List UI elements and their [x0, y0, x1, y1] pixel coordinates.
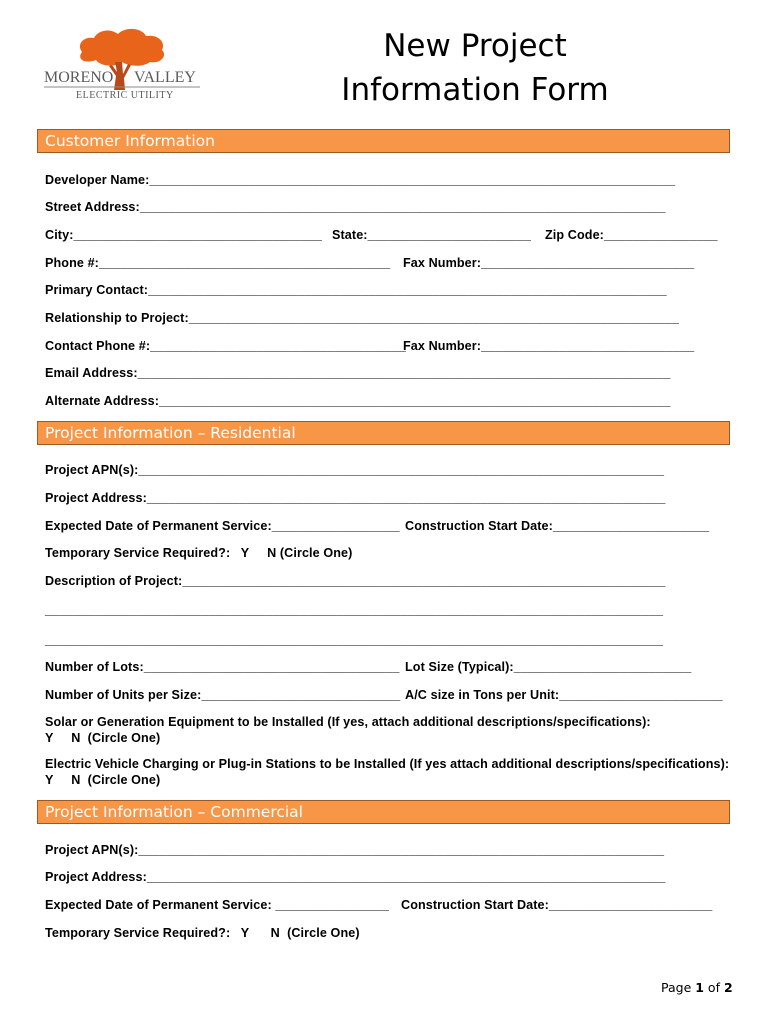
logo-text-right: VALLEY — [134, 69, 196, 86]
section-residential: Project Information – Residential — [37, 421, 730, 445]
number-of-lots-field[interactable]: Number of Lots:____________________________________ — [45, 660, 400, 674]
contact-phone-field[interactable]: Contact Phone #:____________________________________ — [45, 339, 406, 353]
city-field[interactable]: City:___________________________________ — [45, 228, 323, 242]
description-line-2[interactable]: _______________________________________________________________________________________ — [45, 603, 664, 617]
commercial-temp-service[interactable]: Temporary Service Required?: Y N (Circle One) — [45, 926, 360, 940]
fax-number-field[interactable]: Fax Number:______________________________ — [403, 256, 695, 270]
page-of: of — [703, 980, 724, 995]
page-total: 2 — [723, 980, 733, 995]
alternate-address-field[interactable]: Alternate Address:________________________________________________________________________ — [45, 394, 671, 408]
solar-circle-one[interactable]: Y N (Circle One) — [45, 731, 161, 745]
logo-subtitle: ELECTRIC UTILITY — [76, 90, 174, 101]
page-prefix: Page — [661, 980, 696, 995]
primary-contact-field[interactable]: Primary Contact:_________________________________________________________________________ — [45, 283, 667, 297]
residential-address-field[interactable]: Project Address:_________________________________________________________________________ — [45, 491, 666, 505]
residential-construction-start-field[interactable]: Construction Start Date:______________________ — [405, 519, 710, 533]
section-customer-information: Customer Information — [37, 129, 730, 153]
commercial-construction-start-field[interactable]: Construction Start Date:_______________________ — [401, 898, 713, 912]
description-field[interactable]: Description of Project:____________________________________________________________________ — [45, 574, 666, 588]
section-commercial: Project Information – Commercial — [37, 800, 730, 824]
state-field[interactable]: State:_______________________ — [332, 228, 531, 242]
tree-icon — [10, 14, 225, 122]
moreno-valley-logo — [10, 14, 225, 122]
ac-size-field[interactable]: A/C size in Tons per Unit:_______________________ — [405, 688, 723, 702]
units-per-size-field[interactable]: Number of Units per Size:____________________________ — [45, 688, 401, 702]
commercial-expected-date-field[interactable]: Expected Date of Permanent Service: ________________ — [45, 898, 390, 912]
phone-field[interactable]: Phone #:_________________________________________ — [45, 256, 391, 270]
page-number — [661, 980, 733, 995]
title-line-2: Information Form — [341, 72, 609, 108]
title-line-1: New Project — [383, 28, 567, 64]
page-current: 1 — [695, 980, 704, 995]
developer-name-field[interactable]: Developer Name:__________________________________________________________________________ — [45, 173, 676, 187]
commercial-address-field[interactable]: Project Address:_________________________________________________________________________ — [45, 870, 666, 884]
relationship-field[interactable]: Relationship to Project:_____________________________________________________________________ — [45, 311, 679, 325]
description-line-3[interactable]: _______________________________________________________________________________________ — [45, 633, 664, 647]
zip-code-field[interactable]: Zip Code:________________ — [545, 228, 718, 242]
contact-fax-field[interactable]: Fax Number:______________________________ — [403, 339, 695, 353]
ev-question: Electric Vehicle Charging or Plug-in Stations to be Installed (If yes attach additional descriptions/specifications): — [45, 757, 730, 771]
residential-temp-service[interactable]: Temporary Service Required?: Y N (Circle One) — [45, 546, 353, 560]
logo-text-left: MORENO — [44, 69, 114, 86]
commercial-apn-field[interactable]: Project APN(s):__________________________________________________________________________ — [45, 843, 665, 857]
street-address-field[interactable]: Street Address:__________________________________________________________________________ — [45, 200, 666, 214]
residential-apn-field[interactable]: Project APN(s):__________________________________________________________________________ — [45, 463, 665, 477]
solar-question: Solar or Generation Equipment to be Installed (If yes, attach additional descriptions/specifications): — [45, 715, 651, 729]
residential-expected-date-field[interactable]: Expected Date of Permanent Service:__________________ — [45, 519, 400, 533]
ev-circle-one[interactable]: Y N (Circle One) — [45, 773, 161, 787]
email-address-field[interactable]: Email Address:___________________________________________________________________________ — [45, 366, 671, 380]
lot-size-field[interactable]: Lot Size (Typical):_________________________ — [405, 660, 692, 674]
